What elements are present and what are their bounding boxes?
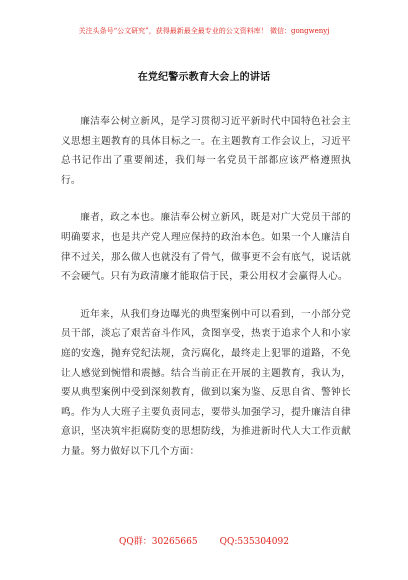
footer-contact bbox=[0, 534, 408, 547]
paragraph-3: 近年来，从我们身边曝光的典型案例中可以看到，一小部分党员干部，淡忘了艰苦奋斗作风，贪图享受，热衷于追求个人和小家庭的安逸，抛弃党纪法规，贪污腐化，最终走上犯罪的道路，不免让人感觉到惋惜和震撼。结合当前正在开展的主题教育，我认为，要从典型案例中受到深刻教育，做到以案为鉴、反思自省、警钟长鸣。作为人大班子主要负责同志，要带头加强学习，提升廉洁自律意识，坚决筑牢拒腐防变的思想防线，为推进新时代人大工作贡献力量。努力做好以下几个方面： bbox=[61, 308, 351, 457]
document-body bbox=[61, 112, 351, 480]
paragraph-1: 廉洁奉公树立新风，是学习贯彻习近平新时代中国特色社会主义思想主题教育的具体目标之一。在主题教育工作会议上，习近平总书记作出了重要阐述，我们每一名党员干部都应该严格遵照执行。 bbox=[61, 116, 351, 186]
header-banner: 关注头条号“公文研究”，获得最新最全最专业的公文资料库！ 微信：gongwenyj bbox=[78, 27, 330, 35]
paragraph-2: 廉者，政之本也。廉洁奉公树立新风，既是对广大党员干部的明确要求，也是共产党人理应保持的政治本色。如果一个人廉洁自律不过关，那么做人也就没有了骨气，做事更不会有底气，说话就不会硬气。只有为政清廉才能取信于民，秉公用权才会赢得人心。 bbox=[61, 212, 351, 283]
footer-qq-group: QQ群：30265665 bbox=[119, 537, 198, 547]
document-title: 在党纪警示教育大会上的讲话 bbox=[137, 72, 271, 83]
footer-qq: QQ:535304092 bbox=[219, 537, 289, 547]
